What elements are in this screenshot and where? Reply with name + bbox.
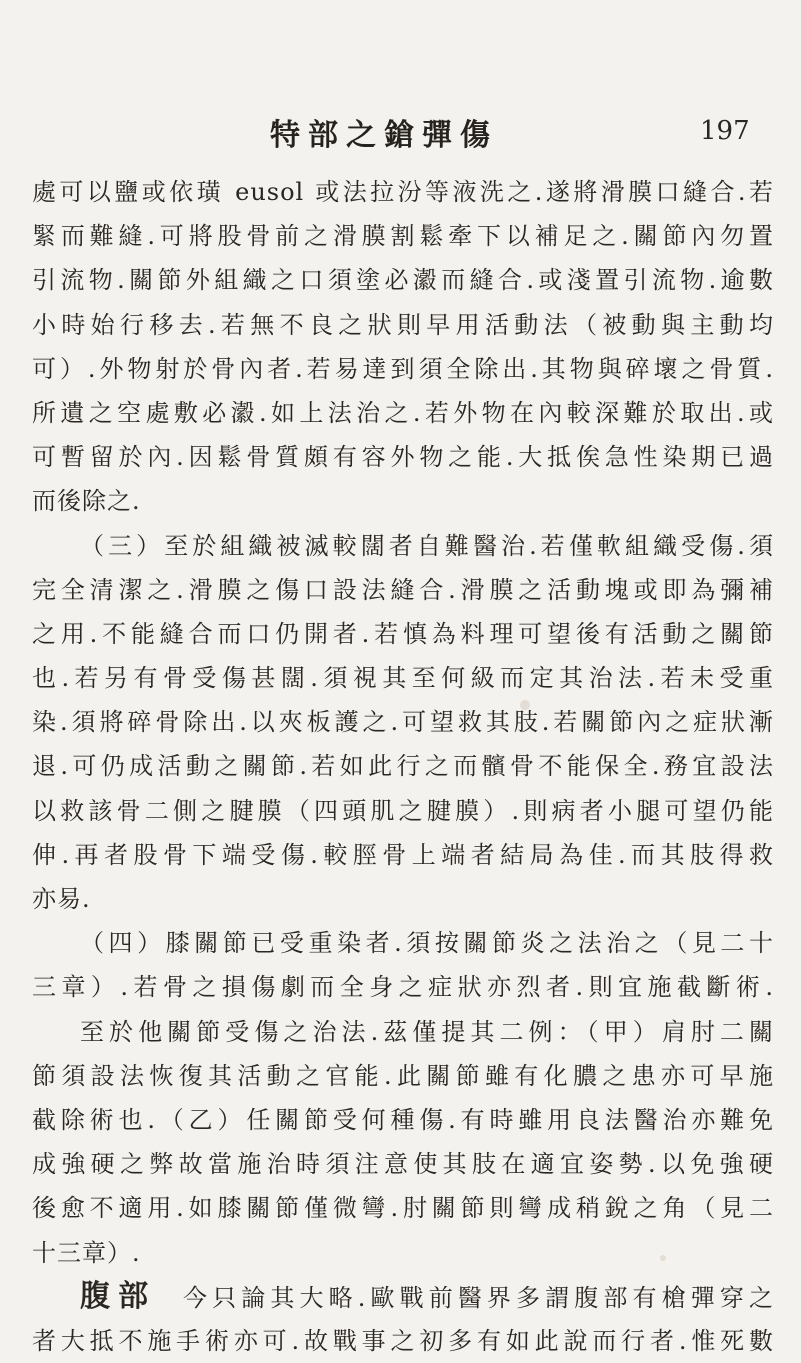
text-line: 亦易. [32,885,91,913]
text-line: 成強硬之弊故當施治時須注意使其肢在適宜姿勢.以免強硬 [32,1150,774,1179]
text-line: 而後除之. [32,487,141,516]
text-line: 伸.再者股骨下端受傷.較脛骨上端者結局為佳.而其肢得救 [32,840,774,869]
text-line: 處可以鹽或依璜 eusol 或法拉汾等液洗之.遂將滑膜口縫合.若 [32,178,774,206]
body-text [32,170,774,1363]
text-line: 退.可仍成活動之關節.若如此行之而髕骨不能保全.務宜設法 [32,752,774,781]
text-line: 節須設法恢復其活動之官能.此關節雖有化膿之患亦可早施 [32,1061,774,1090]
paper-stain [520,700,530,710]
paper-stain [660,1255,666,1261]
text-line: 者大抵不施手術亦可.故戰事之初多有如此說而行者.惟死數 [32,1326,774,1355]
text-line: 也.若另有骨受傷甚闊.須視其至何級而定其治法.若未受重 [32,664,774,693]
text-line: 之用.不能縫合而口仍開者.若慎為料理可望後有活動之關節 [32,619,774,648]
text-line: 截除術也.（乙）任關節受何種傷.有時雖用良法醫治亦難免 [32,1105,774,1134]
paragraph-four-start: （四）膝關節已受重染者.須按關節炎之法治之（見二十 [80,929,774,958]
paragraph-three-start: （三）至於組織被滅較闊者自難醫治.若僅軟組織受傷.須 [80,531,774,560]
running-title: 特部之鎗彈傷 [270,118,498,153]
text-line: 三章）.若骨之損傷劇而全身之症狀亦烈者.則宜施截斷術. [32,973,774,1002]
text-line: 完全清潔之.滑膜之傷口設法縫合.滑膜之活動塊或即為彌補 [32,575,774,604]
abdomen-section-heading: 腹部 [80,1278,157,1314]
text-line: 十三章）. [32,1238,141,1267]
abdomen-section-line [32,1275,774,1319]
text-line: 所遺之空處敷必瀫.如上法治之.若外物在內較深難於取出.或 [32,398,774,427]
text-line: 小時始行移去.若無不良之狀則早用活動法（被動與主動均 [32,310,774,339]
abdomen-intro-text: 今只論其大略.歐戰前醫界多謂腹部有槍彈穿之 [183,1283,774,1312]
text-line: 染.須將碎骨除出.以夾板護之.可望救其肢.若關節內之症狀漸 [32,708,774,737]
text-line: 後愈不適用.如膝關節僅微彎.肘關節則彎成稍銳之角（見二 [32,1194,774,1223]
text-line: 可暫留於內.因鬆骨質頗有容外物之能.大抵俟急性染期已過 [32,443,774,472]
text-line: 緊而難縫.可將股骨前之滑膜割鬆牽下以補足之.關節內勿置 [32,222,774,251]
text-line: 引流物.關節外組織之口須塗必瀫而縫合.或淺置引流物.逾數 [32,266,774,295]
page-number: 197 [700,116,750,146]
text-line: 可）.外物射於骨內者.若易達到須全除出.其物與碎壞之骨質. [32,354,774,383]
other-joints-paragraph: 至於他關節受傷之治法.茲僅提其二例：（甲）肩肘二關 [80,1017,774,1046]
text-line: 以救該骨二側之腱膜（四頭肌之腱膜）.則病者小腿可望仍能 [32,796,774,825]
page-header [0,110,801,158]
